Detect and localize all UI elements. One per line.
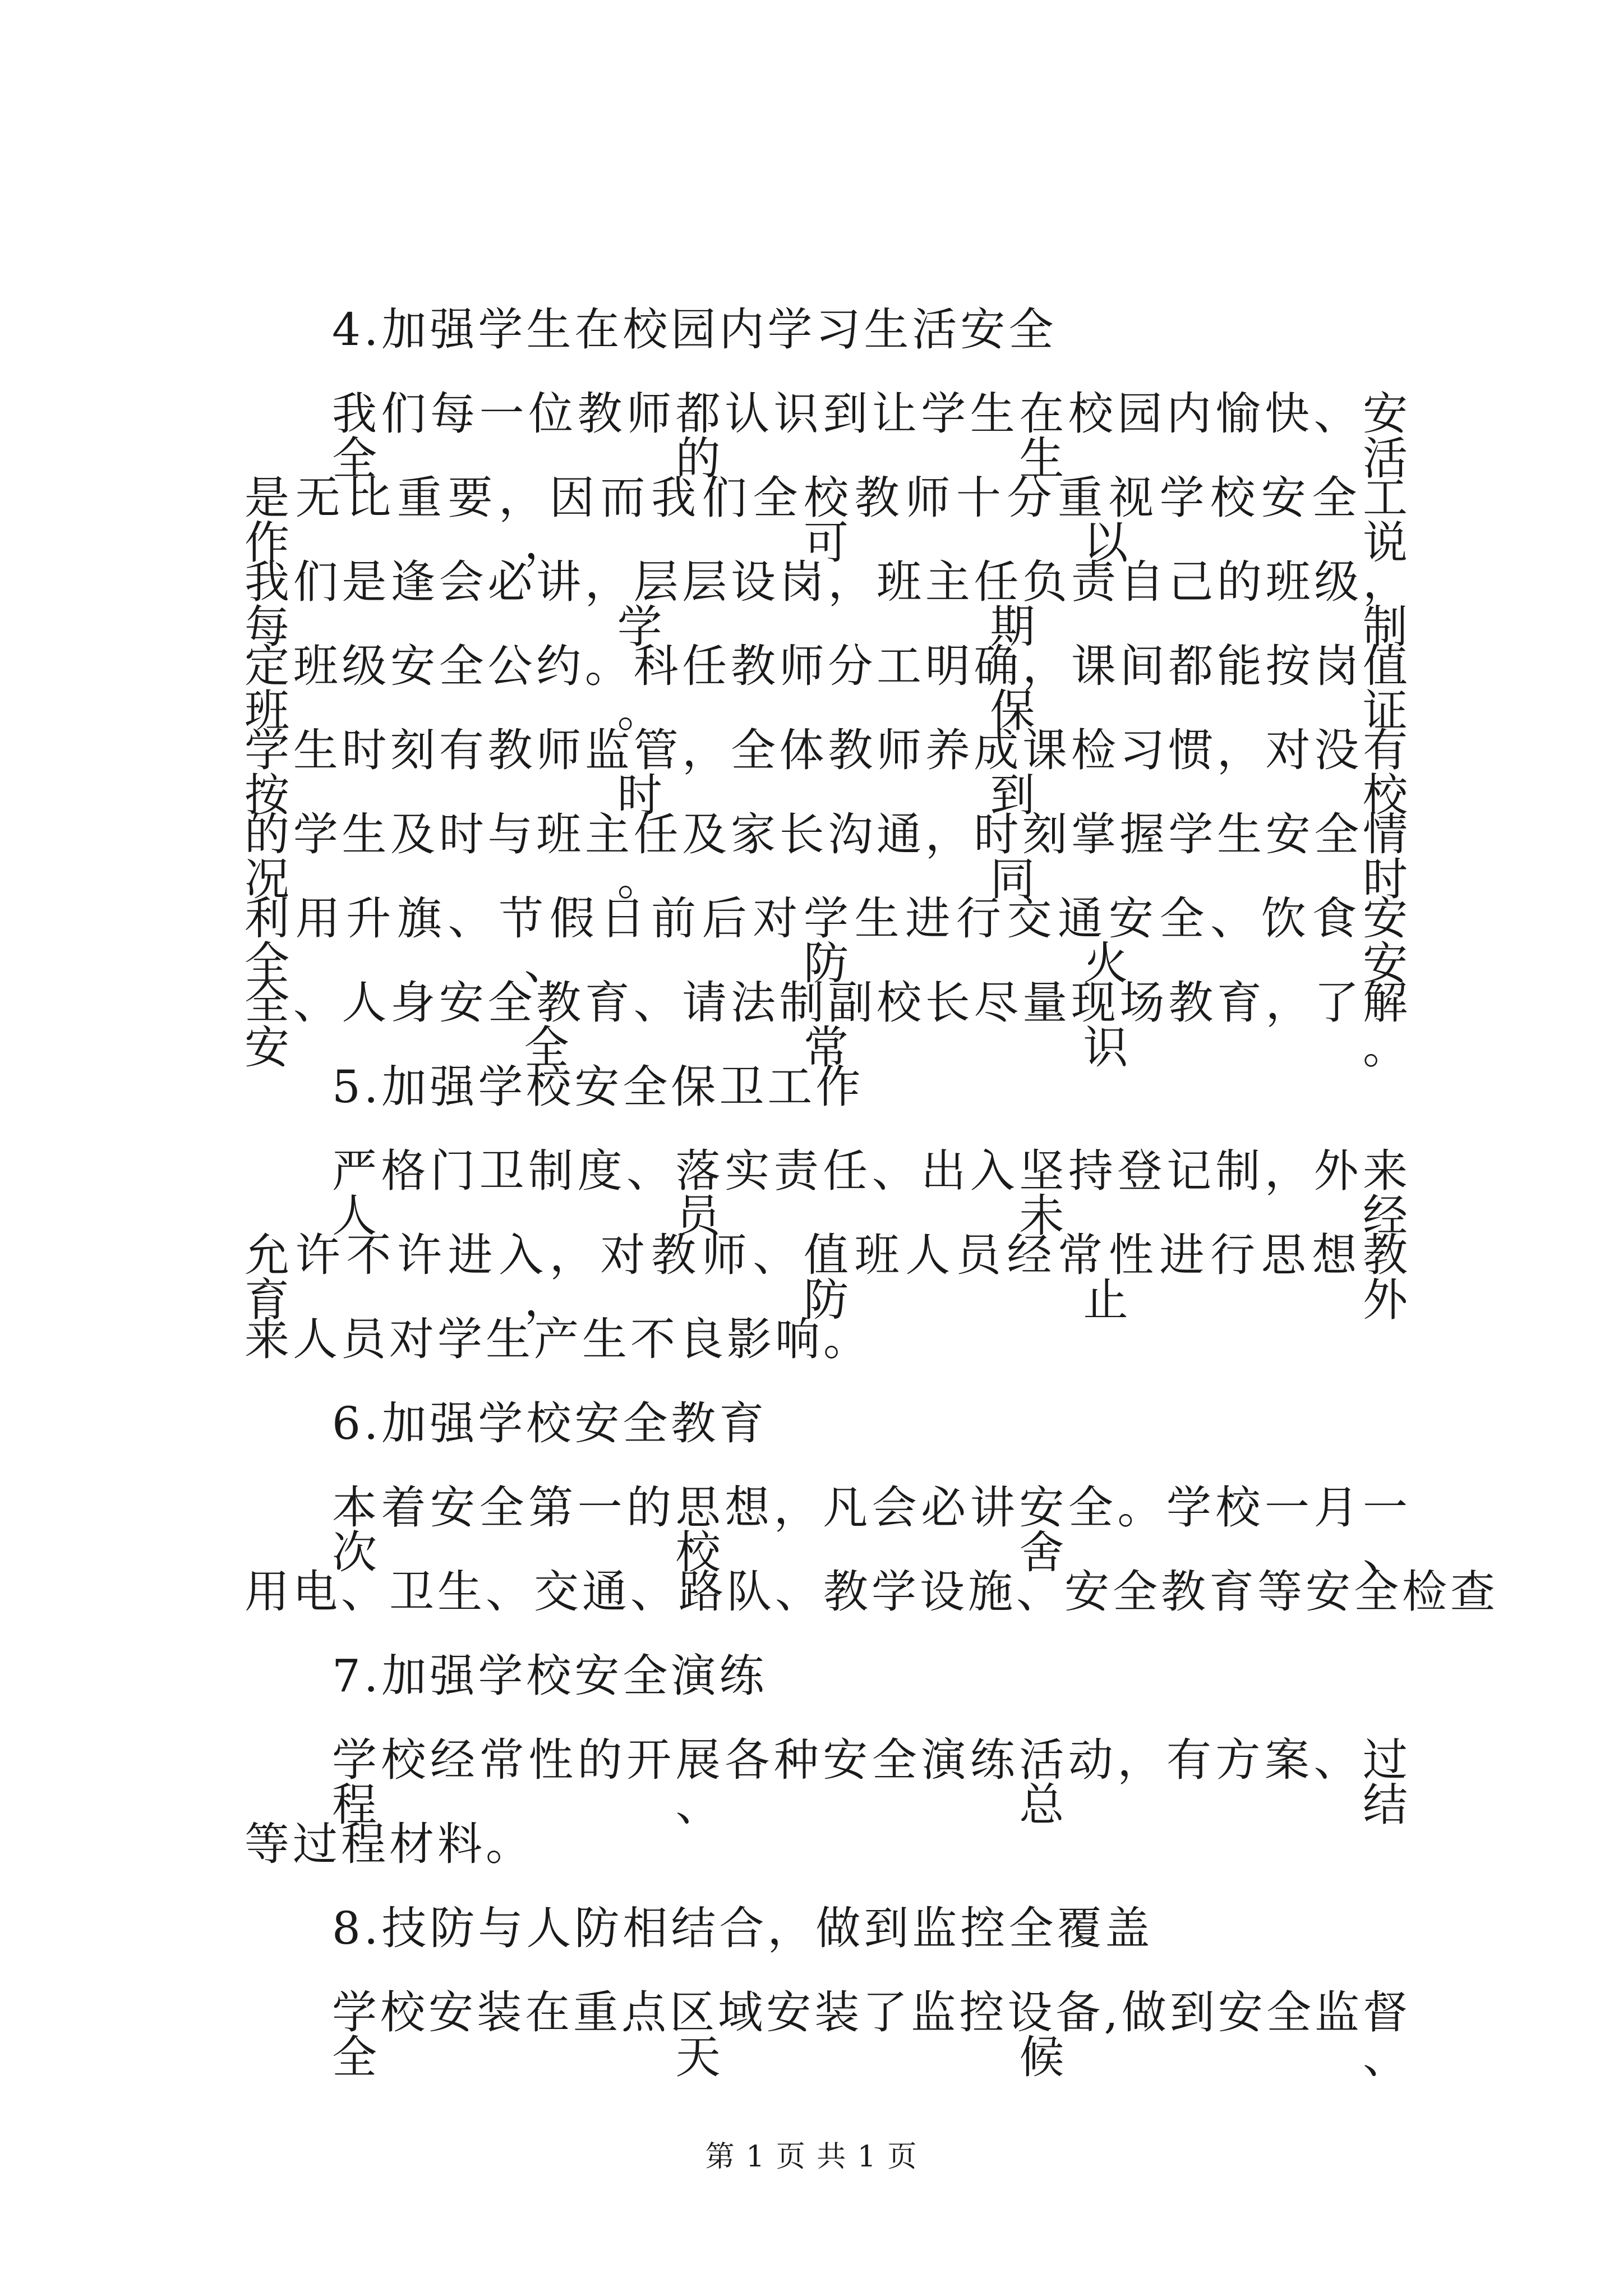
paragraph-line: 定班级安全公约。科任教师分工明确，课间都能按岗值班。保证 — [245, 640, 1411, 737]
paragraph-line: 全、人身安全教育、请法制副校长尽量现场教育，了解安全常识。 — [245, 977, 1411, 1074]
section-heading: 4.加强学生在校园内学习生活安全 — [332, 303, 1057, 356]
section-heading: 7.加强学校安全演练 — [332, 1650, 768, 1702]
paragraph-line: 允许不许进入，对教师、值班人员经常性进行思想教育，防止外 — [245, 1229, 1411, 1326]
section-heading: 6.加强学校安全教育 — [332, 1397, 768, 1450]
paragraph-line: 我们是逢会必讲，层层设岗，班主任负责自己的班级，每学期制 — [245, 556, 1411, 653]
paragraph-line: 来人员对学生产生不良影响。 — [245, 1313, 872, 1365]
paragraph-line: 学校经常性的开展各种安全演练活动，有方案、过程、总结 — [332, 1734, 1411, 1831]
paragraph-line: 学生时刻有教师监管，全体教师养成课检习惯，对没有按时到校 — [245, 724, 1411, 821]
paragraph-line: 等过程材料。 — [245, 1818, 534, 1870]
paragraph-line: 是无比重要，因而我们全校教师十分重视学校安全工作，可以说 — [245, 472, 1411, 569]
section-heading: 5.加强学校安全保卫工作 — [332, 1061, 864, 1113]
document-body — [245, 303, 1498, 2083]
paragraph-line: 用电、卫生、交通、路队、教学设施、安全教育等安全检查 — [245, 1566, 1498, 1618]
paragraph-line: 学校安装在重点区域安装了监控设备,做到安全监督全天候、 — [332, 1986, 1411, 2083]
paragraph-line: 严格门卫制度、落实责任、出入坚持登记制，外来人员未经 — [332, 1145, 1411, 1242]
page-footer: 第 1 页 共 1 页 — [705, 2140, 918, 2174]
paragraph-line: 的学生及时与班主任及家长沟通，时刻掌握学生安全情况。同时 — [245, 808, 1411, 905]
paragraph-line: 本着安全第一的思想，凡会必讲安全。学校一月一次校舍、 — [332, 1481, 1411, 1579]
paragraph-line: 利用升旗、节假日前后对学生进行交通安全、饮食安全、防火安 — [245, 892, 1411, 990]
section-heading: 8.技防与人防相结合，做到监控全覆盖 — [332, 1902, 1154, 1954]
paragraph-line: 我们每一位教师都认识到让学生在校园内愉快、安全的生活 — [332, 388, 1411, 485]
